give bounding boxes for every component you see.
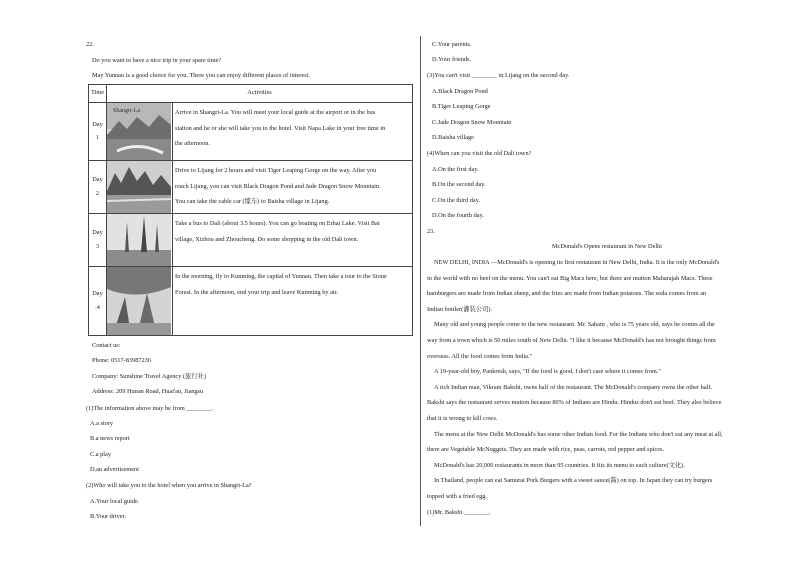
article-line: there are Vegetable McNuggets. They are made with rice, peas, carrots, red pepper and spices. <box>427 446 665 453</box>
day-label: Day <box>92 290 103 298</box>
col-time: Time <box>89 85 107 103</box>
article-line: overseas. All the food comes from India." <box>427 353 533 360</box>
photo-cell <box>107 103 173 161</box>
day-label: Day <box>92 176 103 184</box>
option[interactable]: B.Your driver. <box>90 513 126 520</box>
question: (1)The information above may be from ________. <box>86 405 214 412</box>
contact-line: Contact us: <box>92 342 121 349</box>
question: (2)Who will take you to the hotel when you arrive in Shangri-La? <box>86 482 252 489</box>
table-header <box>89 85 413 103</box>
intro-line: Do you want to have a nice trip in your spare time? <box>92 57 222 64</box>
option[interactable]: B.a news report <box>90 435 130 442</box>
activity-cell <box>173 214 413 267</box>
question: (1)Mr. Bakshi ________. <box>427 509 491 516</box>
article-line: in the world with no beef on the menu. You can't eat Big Macs here, but there are mutton Maharajah Macs. These <box>427 275 713 282</box>
activity-cell <box>173 267 413 336</box>
option[interactable]: C.Your parents. <box>432 41 472 48</box>
activity-cell <box>173 161 413 214</box>
column-divider <box>420 36 421 526</box>
article-line: Indian bottler(灌装公司). <box>427 306 493 313</box>
question: (3)You can't visit ________ in Lijang on the second day. <box>427 72 570 79</box>
activity-line: station and he or she will take you to the hotel. Visit Napa Lake in your free time in <box>175 124 386 132</box>
option[interactable]: A.Black Dragon Pond <box>432 88 488 95</box>
table-row <box>89 214 413 267</box>
option[interactable]: D.Baisha village <box>432 134 474 141</box>
day-cell <box>89 214 107 267</box>
activity-line: reach Lijang, you can visit Black Dragon Pond and Jade Dragon Snow Mountain. <box>175 182 381 190</box>
day-label: Day <box>92 120 103 128</box>
question-number: 22. <box>86 41 94 48</box>
option[interactable]: A.a story <box>90 420 114 427</box>
article-line: that it is wrong to kill cows. <box>427 415 498 422</box>
activity-line: Take a bus to Dali (about 3.5 hours). You can go boating on Erhai Lake. Visit Bai <box>175 220 380 227</box>
activity-cell <box>173 103 413 161</box>
day-label: Day <box>92 229 103 237</box>
article-line: McDonald's has 20,000 restaurants in more than 95 countries. It fits its menu to each culture(文化). <box>434 462 685 469</box>
day-cell <box>89 267 107 336</box>
day-number: 2 <box>95 189 100 197</box>
contact-line: Address: 209 Hunan Road, Huai'an, Jiangsu <box>92 388 204 395</box>
day-number: 1 <box>95 134 100 141</box>
article-line: Bakshi says the restaurant serves mutton because 80% of Indians are Hindu. Hindus don't eat beef. They also believe <box>427 399 722 406</box>
article-line: Many old and young people come to the new restaurant. Mr. Sahani , who is 75 years old, says he comes all the <box>434 321 715 328</box>
day-number: .4 <box>95 303 100 311</box>
article-line: The menu at the New Delhi McDonald's has some other Indian food. For the Indians who don't eat any meat at all, <box>434 431 723 438</box>
day-cell <box>89 161 107 214</box>
col-activities: Activities <box>107 85 413 103</box>
article-title: McDonald's Opens restaurant in New Delhi <box>551 243 663 250</box>
day-cell <box>89 103 107 161</box>
question-number: 23. <box>427 228 435 235</box>
stone-forest-photo <box>107 267 171 335</box>
shangri-la-photo <box>107 103 171 160</box>
activity-line: Arrive in Shangri-La. You will meet your local guide at the airport or in the bus <box>175 109 376 116</box>
photo-cell <box>107 267 173 336</box>
article-line: In Thailand, people can eat Samurai Pork Burgers with a sweet sauce(酱) on top. In Japan they can try burgers <box>434 477 713 484</box>
photo-cell <box>107 161 173 214</box>
option[interactable]: C.Jade Dragon Snow Mountain <box>432 119 512 126</box>
option[interactable]: A.Your local guide. <box>90 498 140 505</box>
contact-line: Company: Sunshine Travel Agency (旅行社) <box>92 373 207 380</box>
dali-pagodas-photo <box>107 214 171 266</box>
activity-line: Drive to Lijang for 2 hours and visit Tiger Leaping Gorge on the way. After you <box>175 167 377 174</box>
table-row <box>89 267 413 336</box>
option[interactable]: A.On the first day. <box>432 166 479 173</box>
activity-line: Forest. In the afternoon, end your trip and leave Kunming by air. <box>175 288 338 296</box>
article-line: topped with a fried egg. <box>427 493 487 500</box>
article-line: A 19-year-old boy, Pankresh, says, "If the food is good, I don't care where it comes from." <box>434 368 661 375</box>
day-number: 3 <box>95 242 100 250</box>
activity-line: You can take the cable car (缆车) to Baisha village in Lijang. <box>175 198 330 205</box>
activity-line: the afternoon. <box>175 140 210 147</box>
intro-line: May Yunnan is a good choice for you. There you can enjoy different places of interest. <box>92 72 310 79</box>
activity-line: In the morning, fly to Kunming, the capital of Yunnan. Then take a tour to the Stone <box>175 273 387 280</box>
option[interactable]: B.On the second day. <box>432 181 486 188</box>
article-line: NEW DELHI, INDIA —McDonald's is opening its first restaurant in New Delhi, India. It is the only McDonald's <box>434 259 720 266</box>
option[interactable]: C.a play <box>90 451 111 458</box>
contact-line: Phone: 0517-83987236 <box>92 357 151 364</box>
article-line: way from a town which is 50 miles south of New Delhi. "I like it because McDonald's has not brought things from <box>427 337 716 344</box>
lijiang-photo <box>107 161 171 213</box>
option[interactable]: C.On the third day. <box>432 197 481 204</box>
photo-caption: Shangri-La <box>113 108 140 114</box>
option[interactable]: D.On the fourth day. <box>432 212 484 219</box>
table-row <box>89 161 413 214</box>
itinerary-table <box>88 84 413 336</box>
option[interactable]: B.Tiger Leaping Gorge <box>432 103 491 110</box>
option[interactable]: D.Your friends. <box>432 56 472 63</box>
activity-line: village, Xizhou and Zhoucheng. Do some shopping in the old Dali town. <box>175 235 359 243</box>
table-row <box>89 103 413 161</box>
photo-cell <box>107 214 173 267</box>
option[interactable]: D.an advertisement <box>90 466 139 473</box>
article-line: A rich Indian man, Vikram Bakshi, owns half of the restaurant. The McDonald's company owns the other half. <box>434 384 713 391</box>
question: (4)When can you visit the old Dali town? <box>427 150 532 157</box>
article-line: hamburgers are made from Indian sheep, and the fries are made from Indian potatoes. The soda comes from an <box>427 290 707 297</box>
